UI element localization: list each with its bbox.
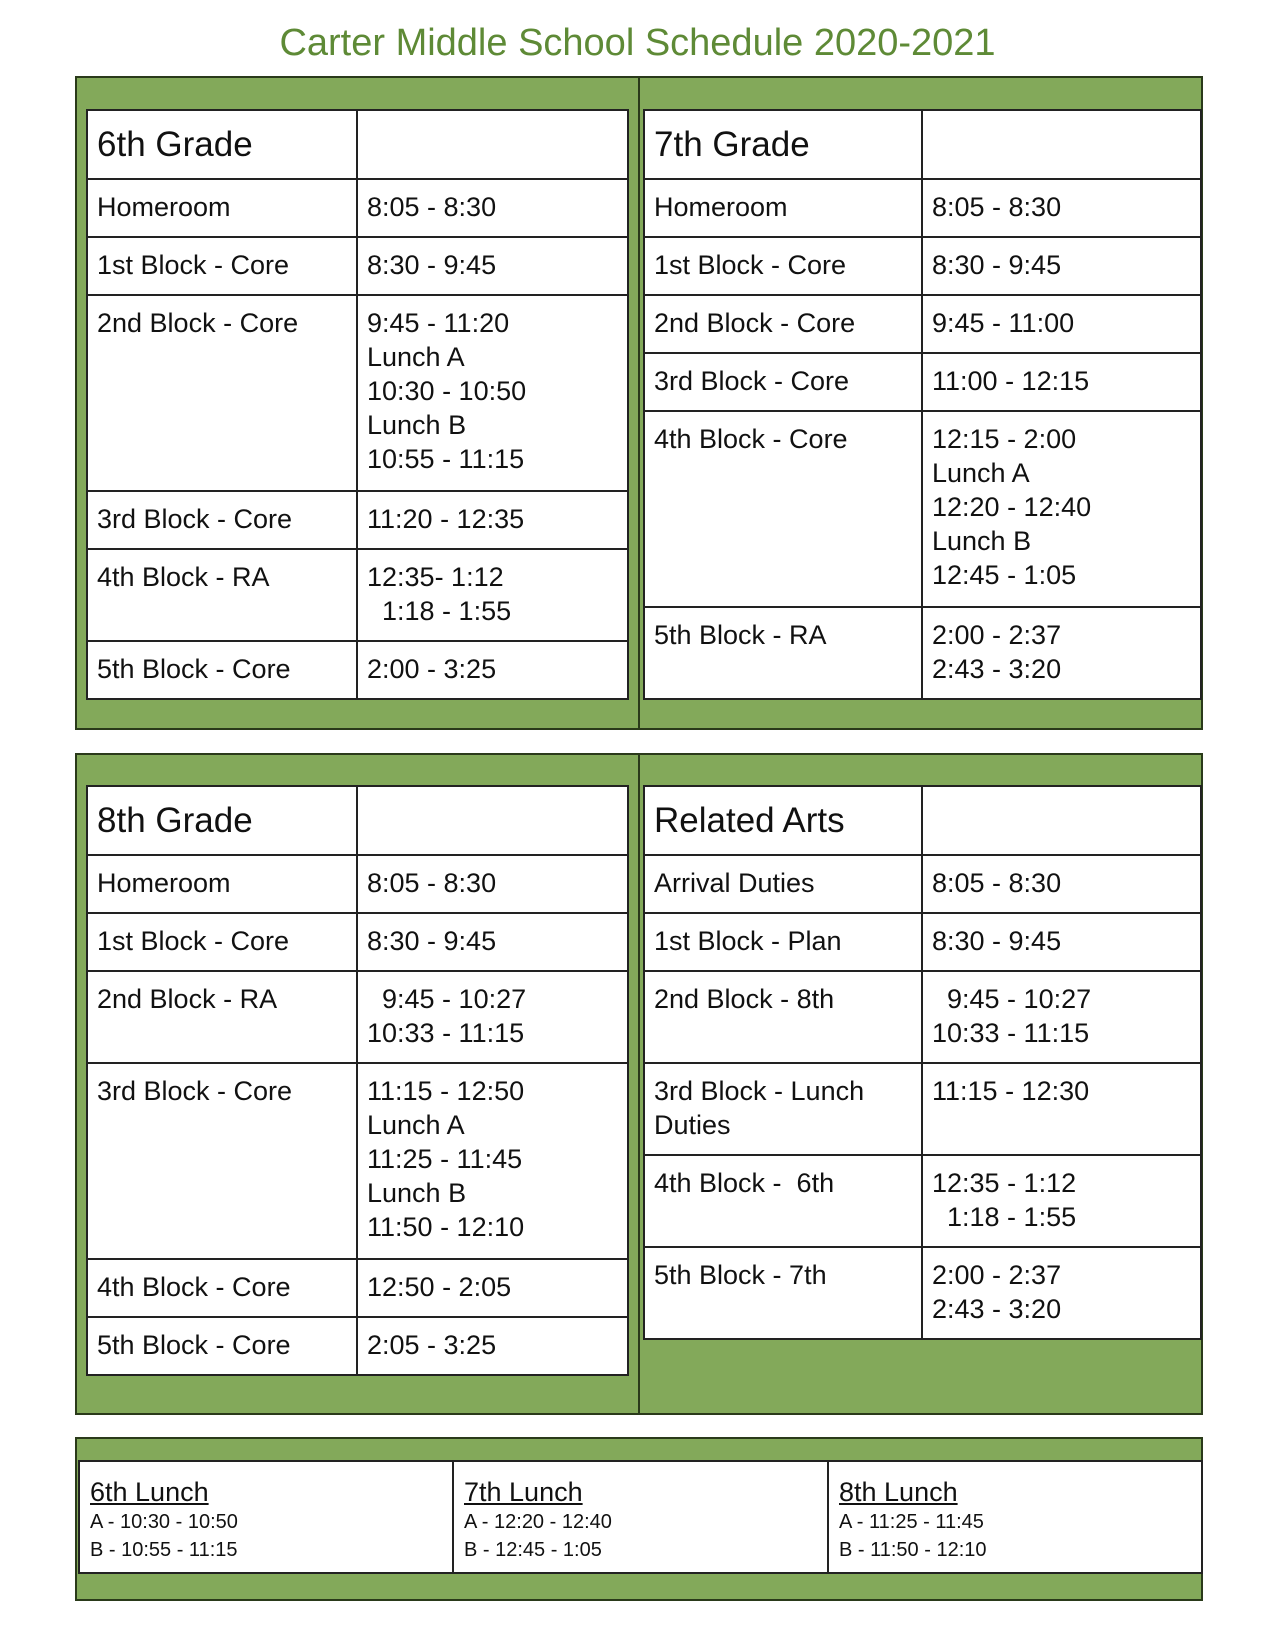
grade8-row-time: 11:15 - 12:50 Lunch A 11:25 - 11:45 Lunch B 11:50 - 12:10 bbox=[357, 1063, 628, 1259]
related-arts-row-label: Arrival Duties bbox=[644, 855, 922, 913]
grade8-row-time: 12:50 - 2:05 bbox=[357, 1259, 628, 1317]
related-arts-row-label: 1st Block - Plan bbox=[644, 913, 922, 971]
grade6-row-time: 9:45 - 11:20 Lunch A 10:30 - 10:50 Lunch B 10:55 - 11:15 bbox=[357, 295, 628, 491]
lunch-summary-table bbox=[78, 1460, 1203, 1574]
grade7-row-label: 1st Block - Core bbox=[644, 237, 922, 295]
grade8-row-time: 8:30 - 9:45 bbox=[357, 913, 628, 971]
related-arts-heading-blank bbox=[922, 786, 1201, 855]
lunch-b-time: B - 12:45 - 1:05 bbox=[464, 1539, 602, 1561]
panel-divider bbox=[638, 78, 640, 728]
grade6-row-label: Homeroom bbox=[87, 179, 357, 237]
grade8-row-label: 5th Block - Core bbox=[87, 1317, 357, 1375]
grade8-schedule-table bbox=[86, 785, 629, 1376]
related-arts-row-time: 9:45 - 10:27 10:33 - 11:15 bbox=[922, 971, 1201, 1063]
lunch-b-time: B - 10:55 - 11:15 bbox=[90, 1539, 238, 1561]
grade8-row-label: Homeroom bbox=[87, 855, 357, 913]
related-arts-row-time: 2:00 - 2:37 2:43 - 3:20 bbox=[922, 1247, 1201, 1339]
grade6-row-time: 11:20 - 12:35 bbox=[357, 491, 628, 549]
grade6-row-label: 3rd Block - Core bbox=[87, 491, 357, 549]
related-arts-row-label: 5th Block - 7th bbox=[644, 1247, 922, 1339]
lunch-a-time: A - 12:20 - 12:40 bbox=[464, 1511, 612, 1533]
grade7-row-time: 12:15 - 2:00 Lunch A 12:20 - 12:40 Lunch B 12:45 - 1:05 bbox=[922, 411, 1201, 607]
related-arts-row-label: 4th Block - 6th bbox=[644, 1155, 922, 1247]
grade8-heading: 8th Grade bbox=[87, 786, 357, 855]
grade7-schedule-table bbox=[643, 109, 1202, 700]
grade6-row-time: 8:30 - 9:45 bbox=[357, 237, 628, 295]
grade8-row-time: 9:45 - 10:27 10:33 - 11:15 bbox=[357, 971, 628, 1063]
related-arts-row-time: 8:30 - 9:45 bbox=[922, 913, 1201, 971]
lunch-title: 7th Lunch bbox=[464, 1477, 583, 1507]
grade6-row-label: 5th Block - Core bbox=[87, 641, 357, 699]
lunch-a-time: A - 11:25 - 11:45 bbox=[839, 1511, 984, 1533]
grade6-row-label: 4th Block - RA bbox=[87, 549, 357, 641]
grade7-row-label: 3rd Block - Core bbox=[644, 353, 922, 411]
lunch-b-time: B - 11:50 - 12:10 bbox=[839, 1539, 987, 1561]
grade7-row-time: 9:45 - 11:00 bbox=[922, 295, 1201, 353]
grade6-heading: 6th Grade bbox=[87, 110, 357, 179]
grade7-row-label: 4th Block - Core bbox=[644, 411, 922, 607]
related-arts-row-time: 11:15 - 12:30 bbox=[922, 1063, 1201, 1155]
grade7-row-label: 5th Block - RA bbox=[644, 607, 922, 699]
grade7-heading-blank bbox=[922, 110, 1201, 179]
grade6-row-time: 2:00 - 3:25 bbox=[357, 641, 628, 699]
grade6-heading-blank bbox=[357, 110, 628, 179]
lunch-cell-8th bbox=[828, 1461, 1202, 1573]
related-arts-row-time: 12:35 - 1:12 1:18 - 1:55 bbox=[922, 1155, 1201, 1247]
grade7-heading: 7th Grade bbox=[644, 110, 922, 179]
related-arts-row-label: 2nd Block - 8th bbox=[644, 971, 922, 1063]
grade8-row-time: 8:05 - 8:30 bbox=[357, 855, 628, 913]
grade6-row-label: 1st Block - Core bbox=[87, 237, 357, 295]
related-arts-row-label: 3rd Block - Lunch Duties bbox=[644, 1063, 922, 1155]
grade8-row-label: 4th Block - Core bbox=[87, 1259, 357, 1317]
grade7-row-label: Homeroom bbox=[644, 179, 922, 237]
grade7-row-time: 2:00 - 2:37 2:43 - 3:20 bbox=[922, 607, 1201, 699]
page-title: Carter Middle School Schedule 2020-2021 bbox=[279, 22, 996, 64]
grade6-row-time: 8:05 - 8:30 bbox=[357, 179, 628, 237]
related-arts-schedule-table bbox=[643, 785, 1202, 1340]
lunch-cell-7th bbox=[453, 1461, 828, 1573]
grade7-row-label: 2nd Block - Core bbox=[644, 295, 922, 353]
grade6-schedule-table bbox=[86, 109, 629, 700]
grade8-row-label: 1st Block - Core bbox=[87, 913, 357, 971]
grade7-row-time: 8:30 - 9:45 bbox=[922, 237, 1201, 295]
grade6-row-time: 12:35- 1:12 1:18 - 1:55 bbox=[357, 549, 628, 641]
lunch-title: 8th Lunch bbox=[839, 1477, 958, 1507]
grade8-heading-blank bbox=[357, 786, 628, 855]
grade7-row-time: 11:00 - 12:15 bbox=[922, 353, 1201, 411]
lunch-cell-6th bbox=[79, 1461, 453, 1573]
grade8-row-label: 2nd Block - RA bbox=[87, 971, 357, 1063]
panel-divider bbox=[638, 755, 640, 1413]
grade8-row-time: 2:05 - 3:25 bbox=[357, 1317, 628, 1375]
lunch-title: 6th Lunch bbox=[90, 1477, 209, 1507]
grade8-row-label: 3rd Block - Core bbox=[87, 1063, 357, 1259]
related-arts-heading: Related Arts bbox=[644, 786, 922, 855]
grade7-row-time: 8:05 - 8:30 bbox=[922, 179, 1201, 237]
related-arts-row-time: 8:05 - 8:30 bbox=[922, 855, 1201, 913]
lunch-a-time: A - 10:30 - 10:50 bbox=[90, 1511, 238, 1533]
grade6-row-label: 2nd Block - Core bbox=[87, 295, 357, 491]
